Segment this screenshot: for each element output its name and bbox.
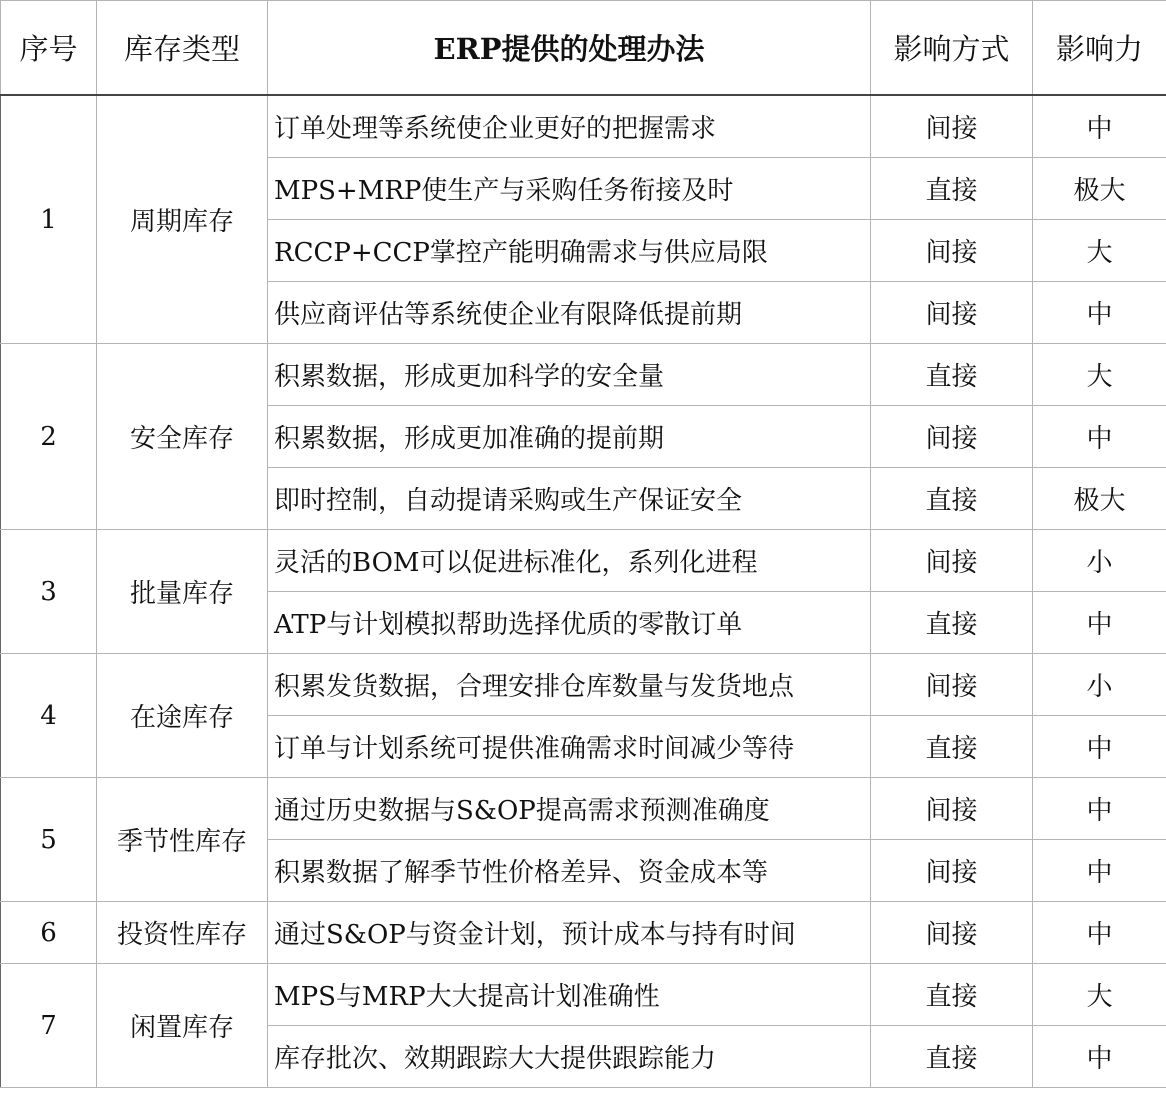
row-index: 4	[1, 654, 97, 778]
impact-mode: 间接	[871, 654, 1033, 716]
inventory-type: 周期库存	[97, 95, 268, 344]
impact-mode: 直接	[871, 964, 1033, 1026]
impact-power: 小	[1033, 654, 1166, 716]
erp-method: 通过历史数据与S&OP提高需求预测准确度	[268, 778, 871, 840]
impact-power: 中	[1033, 592, 1166, 654]
erp-method: 积累数据，形成更加科学的安全量	[268, 344, 871, 406]
impact-mode: 直接	[871, 592, 1033, 654]
erp-method: 积累数据了解季节性价格差异、资金成本等	[268, 840, 871, 902]
erp-method: 即时控制，自动提请采购或生产保证安全	[268, 468, 871, 530]
table-row	[1, 778, 1166, 840]
impact-mode: 直接	[871, 344, 1033, 406]
erp-method: 积累发货数据，合理安排仓库数量与发货地点	[268, 654, 871, 716]
impact-mode: 直接	[871, 1026, 1033, 1088]
impact-mode: 间接	[871, 840, 1033, 902]
header-index: 序号	[1, 1, 97, 96]
inventory-type: 闲置库存	[97, 964, 268, 1088]
impact-power: 中	[1033, 95, 1166, 158]
table-row	[1, 654, 1166, 716]
inventory-type: 安全库存	[97, 344, 268, 530]
row-index: 1	[1, 95, 97, 344]
erp-method: MPS与MRP大大提高计划准确性	[268, 964, 871, 1026]
impact-power: 中	[1033, 282, 1166, 344]
impact-power: 大	[1033, 964, 1166, 1026]
table-row	[1, 344, 1166, 406]
table-row	[1, 95, 1166, 158]
impact-power: 中	[1033, 902, 1166, 964]
table-header	[1, 1, 1166, 96]
impact-power: 大	[1033, 344, 1166, 406]
impact-power: 大	[1033, 220, 1166, 282]
impact-power: 极大	[1033, 158, 1166, 220]
erp-method: 订单与计划系统可提供准确需求时间减少等待	[268, 716, 871, 778]
impact-power: 中	[1033, 406, 1166, 468]
header-mode: 影响方式	[871, 1, 1033, 96]
impact-mode: 间接	[871, 530, 1033, 592]
impact-mode: 直接	[871, 468, 1033, 530]
inventory-type: 在途库存	[97, 654, 268, 778]
erp-method: 库存批次、效期跟踪大大提供跟踪能力	[268, 1026, 871, 1088]
impact-power: 小	[1033, 530, 1166, 592]
impact-mode: 间接	[871, 282, 1033, 344]
impact-power: 中	[1033, 840, 1166, 902]
erp-method: 通过S&OP与资金计划，预计成本与持有时间	[268, 902, 871, 964]
erp-method: MPS+MRP使生产与采购任务衔接及时	[268, 158, 871, 220]
header-method: ERP提供的处理办法	[268, 1, 871, 96]
impact-mode: 间接	[871, 95, 1033, 158]
impact-power: 中	[1033, 1026, 1166, 1088]
inventory-type: 季节性库存	[97, 778, 268, 902]
header-type: 库存类型	[97, 1, 268, 96]
erp-method: 灵活的BOM可以促进标准化，系列化进程	[268, 530, 871, 592]
impact-mode: 间接	[871, 778, 1033, 840]
impact-mode: 间接	[871, 902, 1033, 964]
impact-mode: 间接	[871, 220, 1033, 282]
impact-mode: 直接	[871, 716, 1033, 778]
impact-power: 中	[1033, 716, 1166, 778]
inventory-type: 批量库存	[97, 530, 268, 654]
row-index: 2	[1, 344, 97, 530]
impact-power: 中	[1033, 778, 1166, 840]
table-row	[1, 902, 1166, 964]
erp-method: 积累数据，形成更加准确的提前期	[268, 406, 871, 468]
inventory-type: 投资性库存	[97, 902, 268, 964]
row-index: 3	[1, 530, 97, 654]
erp-method: 供应商评估等系统使企业有限降低提前期	[268, 282, 871, 344]
erp-method: ATP与计划模拟帮助选择优质的零散订单	[268, 592, 871, 654]
erp-method: 订单处理等系统使企业更好的把握需求	[268, 95, 871, 158]
row-index: 6	[1, 902, 97, 964]
erp-method: RCCP+CCP掌控产能明确需求与供应局限	[268, 220, 871, 282]
header-row	[1, 1, 1166, 96]
table-row	[1, 530, 1166, 592]
table-body	[1, 95, 1166, 1088]
header-power: 影响力	[1033, 1, 1166, 96]
row-index: 5	[1, 778, 97, 902]
table-row	[1, 964, 1166, 1026]
row-index: 7	[1, 964, 97, 1088]
impact-power: 极大	[1033, 468, 1166, 530]
impact-mode: 直接	[871, 158, 1033, 220]
impact-mode: 间接	[871, 406, 1033, 468]
